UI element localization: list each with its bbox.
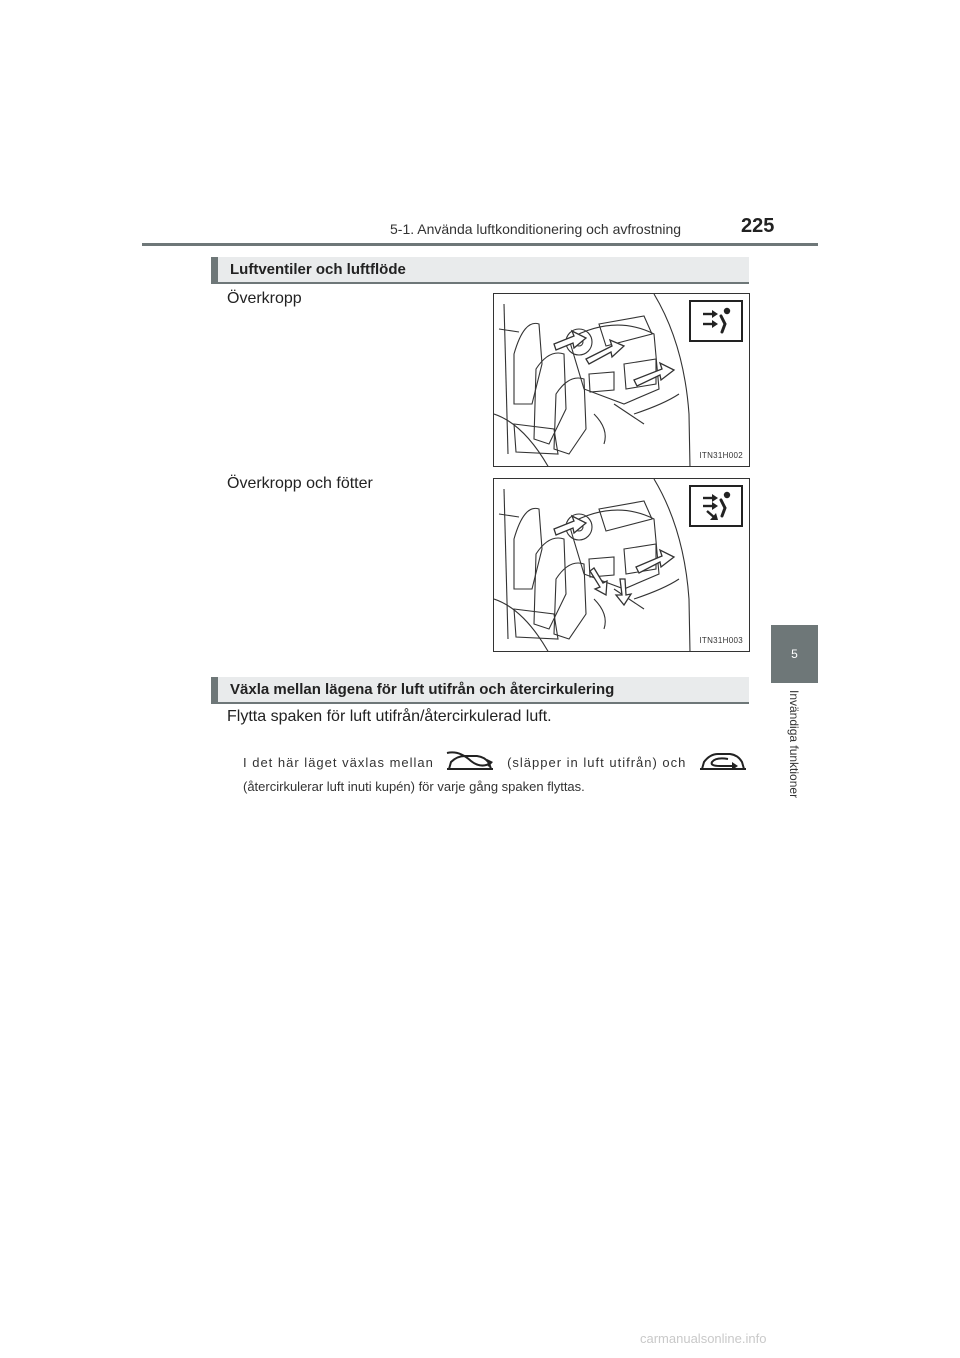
illustration-upper-body — [493, 293, 750, 467]
note-text-part1: I det här läget växlas mellan — [243, 754, 434, 770]
chapter-title-vertical — [771, 690, 818, 830]
mode-indicator-box — [689, 485, 743, 527]
section-heading-air-intake — [211, 677, 749, 704]
item-label-upper-body-feet: Överkropp och fötter — [227, 475, 373, 492]
chapter-title: Invändiga funktioner — [786, 690, 801, 799]
chapter-tab — [771, 625, 818, 683]
face-vent-icon — [691, 302, 741, 340]
note-line-2: (återcirkulerar luft inuti kupén) för varje gång spaken flyttas. — [243, 779, 585, 794]
outside-air-icon — [445, 749, 495, 775]
mode-indicator-box — [689, 300, 743, 342]
note-line-1 — [243, 749, 748, 775]
chapter-number: 5 — [791, 647, 798, 661]
watermark: carmanualsonline.info — [640, 1331, 767, 1346]
recirculation-icon — [698, 749, 748, 775]
item-label-upper-body: Överkropp — [227, 290, 302, 307]
section-heading-text: Luftventiler och luftflöde — [230, 261, 406, 278]
header-divider — [142, 243, 818, 246]
section-heading-text: Växla mellan lägena för luft utifrån och återcirkulering — [230, 681, 615, 698]
section-title: 5-1. Använda luftkonditionering och avfrostning — [390, 221, 682, 237]
figure-code: ITN31H002 — [699, 451, 743, 460]
bi-level-vent-icon — [691, 487, 741, 525]
instruction-text: Flytta spaken för luft utifrån/återcirkulerad luft. — [227, 708, 552, 725]
note-text-part2: (släpper in luft utifrån) och — [507, 754, 687, 770]
illustration-upper-body-feet — [493, 478, 750, 652]
figure-code: ITN31H003 — [699, 636, 743, 645]
page-number: 225 — [741, 215, 775, 237]
section-heading-air-vents — [211, 257, 749, 284]
